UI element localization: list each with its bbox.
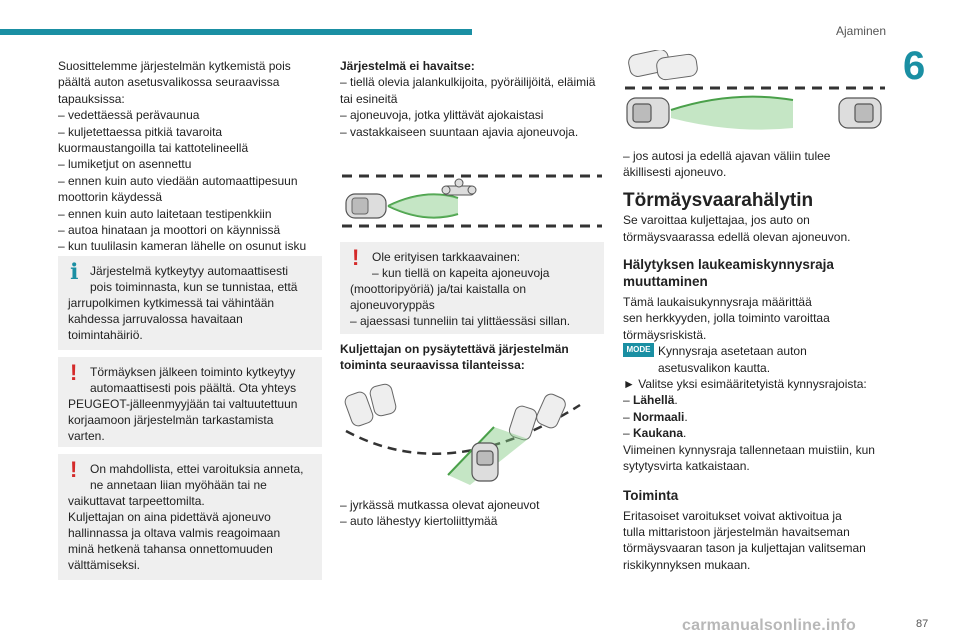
text-line: Viimeinen kynnysraja tallennetaan muistiin, kun [623,442,875,457]
list-item: – vastakkaiseen suuntaan ajavia ajoneuvoja. [340,124,579,139]
note-line: ajoneuvoryppäs [350,298,435,312]
note-line: hallinnassa ja oltava valmis reagoimaan [68,526,281,540]
warning-icon: ! [70,457,78,482]
text-line: Eritasoiset varoitukset voivat aktivoitua ja [623,508,842,523]
text-line: kuormaustangoilla tai kattotelineellä [58,141,249,156]
list-item: – vedettäessä perävaunua [58,108,200,123]
note-line: On mahdollista, ettei varoituksia anneta, [90,462,304,476]
column-2 [340,58,606,140]
text-line: riskikynnyksen mukaan. [623,557,751,572]
subheading: Toiminta [623,487,679,503]
list-item: – ennen kuin auto viedään automaattipesuun [58,173,298,188]
curve-list [340,497,606,530]
text-line: Suosittelemme järjestelmän kytkemistä pois [58,59,291,73]
motorcycle-figure [340,162,604,228]
chapter-number: 6 [903,44,926,88]
info-note [58,256,322,350]
top-accent-bar [0,29,472,35]
list-item: – ajoneuvoja, jotka ylittävät ajokaistasi [340,108,544,123]
note-line: Järjestelmä kytkeytyy automaattisesti [90,264,289,278]
text-line: törmäysvaaran tason ja kuljettajan valitseman [623,541,866,556]
instruction: ► Valitse yksi esimääritetyistä kynnysrajoista: [623,377,867,392]
column-1 [58,58,324,255]
option-normal: Normaali [633,409,685,424]
note-line: automaattisesti pois päältä. Ota yhteys [90,381,297,395]
watermark: carmanualsonline.info [682,617,857,634]
text-line: tulla mittaristoon järjestelmän havaitseman [623,524,850,539]
text-line: asetusvalikon kautta. [658,360,771,375]
list-item: – autoa hinataan ja moottori on käynnissä [58,223,281,238]
note-line: vaikuttavat tarpeettomilta. [68,494,205,508]
note-line: – kun tiellä on kapeita ajoneuvoja [372,266,550,280]
warning-note [58,454,322,580]
column-3: – jos autosi ja edellä ajavan väliin tulee äkillisesti ajoneuvo. Törmäysvaarahälytin Se varoittaa kuljettajaa, jos auto on törmäysvaarassa edellä olevan ajoneuvon. Hälytyksen laukeamiskynnysraja muuttaminen Tämä laukaisukynnysraja määrittää sen herkkyyden, jolla toiminto varoittaa törmäysriskistä. MODE Kynnysraja asetetaan auton asetusvalikon kautta. ► Valitse yksi esimääritetyistä kynnysrajoista: – Lähellä. – Normaali. – Kaukana. Viimeinen kynnysraja tallennetaan muistiin, kun sytytysvirta katkaistaan. Toiminta Eritasoiset varoitukset voivat aktivoitua ja tulla mittaristoon järjestelmän havaitseman törmäysvaaran tason ja kuljettajan valitseman riskikynnyksen mukaan. [623,148,891,573]
text-line: äkillisesti ajoneuvo. [623,165,727,180]
text-line: tapauksissa: [58,91,125,106]
note-line: ne annetaan liian myöhään tai ne [90,478,267,492]
text-line: Se varoittaa kuljettajaa, jos auto on [623,213,810,228]
note-line: (moottoripyöriä) ja/tai kaistalla on [350,282,527,296]
list-item: – auto lähestyy kiertoliittymää [340,514,498,529]
note-line: Ole erityisen tarkkaavainen: [372,250,521,264]
warning-note [340,242,604,334]
heading-line: Kuljettajan on pysäytettävä järjestelmän [340,342,569,356]
note-line: Kuljettajan on aina pidettävä ajoneuvo [68,510,271,524]
text-line: törmäysvaarassa edellä olevan ajoneuvon. [623,229,851,244]
list-item: – ennen kuin auto laitetaan testipenkkiin [58,206,272,221]
text-line: törmäysriskistä. [623,327,707,342]
option-close: Lähellä [633,393,675,408]
note-line: – ajaessasi tunneliin tai ylittäessäsi sillan. [350,314,571,328]
stop-heading [340,341,606,374]
warning-icon: ! [70,360,78,385]
note-line: jarrupolkimen kytkimessä tai vähintään [68,296,275,310]
mode-icon: MODE [623,343,654,357]
heading-line: toiminta seuraavissa tilanteissa: [340,358,525,373]
note-line: pois toiminnasta, kun se tunnistaa, että [90,280,298,294]
note-line: varten. [68,429,105,443]
list-item: – lumiketjut on asennettu [58,157,192,172]
text-line: Kynnysraja asetetaan auton [658,344,807,359]
text-line: päältä auton asetusvalikossa seuraavissa [58,75,280,90]
note-line: korjaamoon järjestelmän tarkastamista [68,413,274,427]
curve-figure [340,383,604,485]
list-item: – jos autosi ja edellä ajavan väliin tulee [623,149,831,163]
note-line: välttämiseksi. [68,558,141,572]
list-item: – kun tuulilasin kameran lähelle on osunut isku [58,239,307,254]
list-item: – jyrkässä mutkassa olevat ajoneuvot [340,498,540,512]
warning-icon: ! [352,245,360,270]
list-item: – tiellä olevia jalankulkijoita, pyöräilijöitä, eläimiä [340,75,596,90]
text-line: Tämä laukaisukynnysraja määrittää [623,295,812,310]
text-line: tai esineitä [340,91,398,106]
text-line: moottorin käydessä [58,190,163,205]
section-heading: Törmäysvaarahälytin [623,189,814,211]
subheading: Hälytyksen laukeamiskynnysraja [623,257,834,273]
cut-in-figure [623,50,887,138]
heading: Järjestelmä ei havaitse: [340,59,475,73]
note-line: minä hetkenä tahansa onnettomuuden [68,542,273,556]
warning-note [58,357,322,447]
note-line: toimintahäiriö. [68,328,143,342]
option-far: Kaukana [633,426,684,441]
subheading: muuttaminen [623,274,708,290]
section-title: Ajaminen [835,24,886,38]
text-line: sytytysvirta katkaistaan. [623,459,750,474]
text-line: sen herkkyyden, jolla toiminto varoittaa [623,311,830,326]
info-icon: ℹ [70,259,79,284]
page-number: 87 [916,618,929,630]
list-item: – kuljetettaessa pitkiä tavaroita [58,124,223,139]
note-line: kahdessa jarruvalossa havaitaan [68,312,243,326]
note-line: Törmäyksen jälkeen toiminto kytkeytyy [90,365,296,379]
note-line: PEUGEOT-jälleenmyyjään tai valtuutettuun [68,397,298,411]
